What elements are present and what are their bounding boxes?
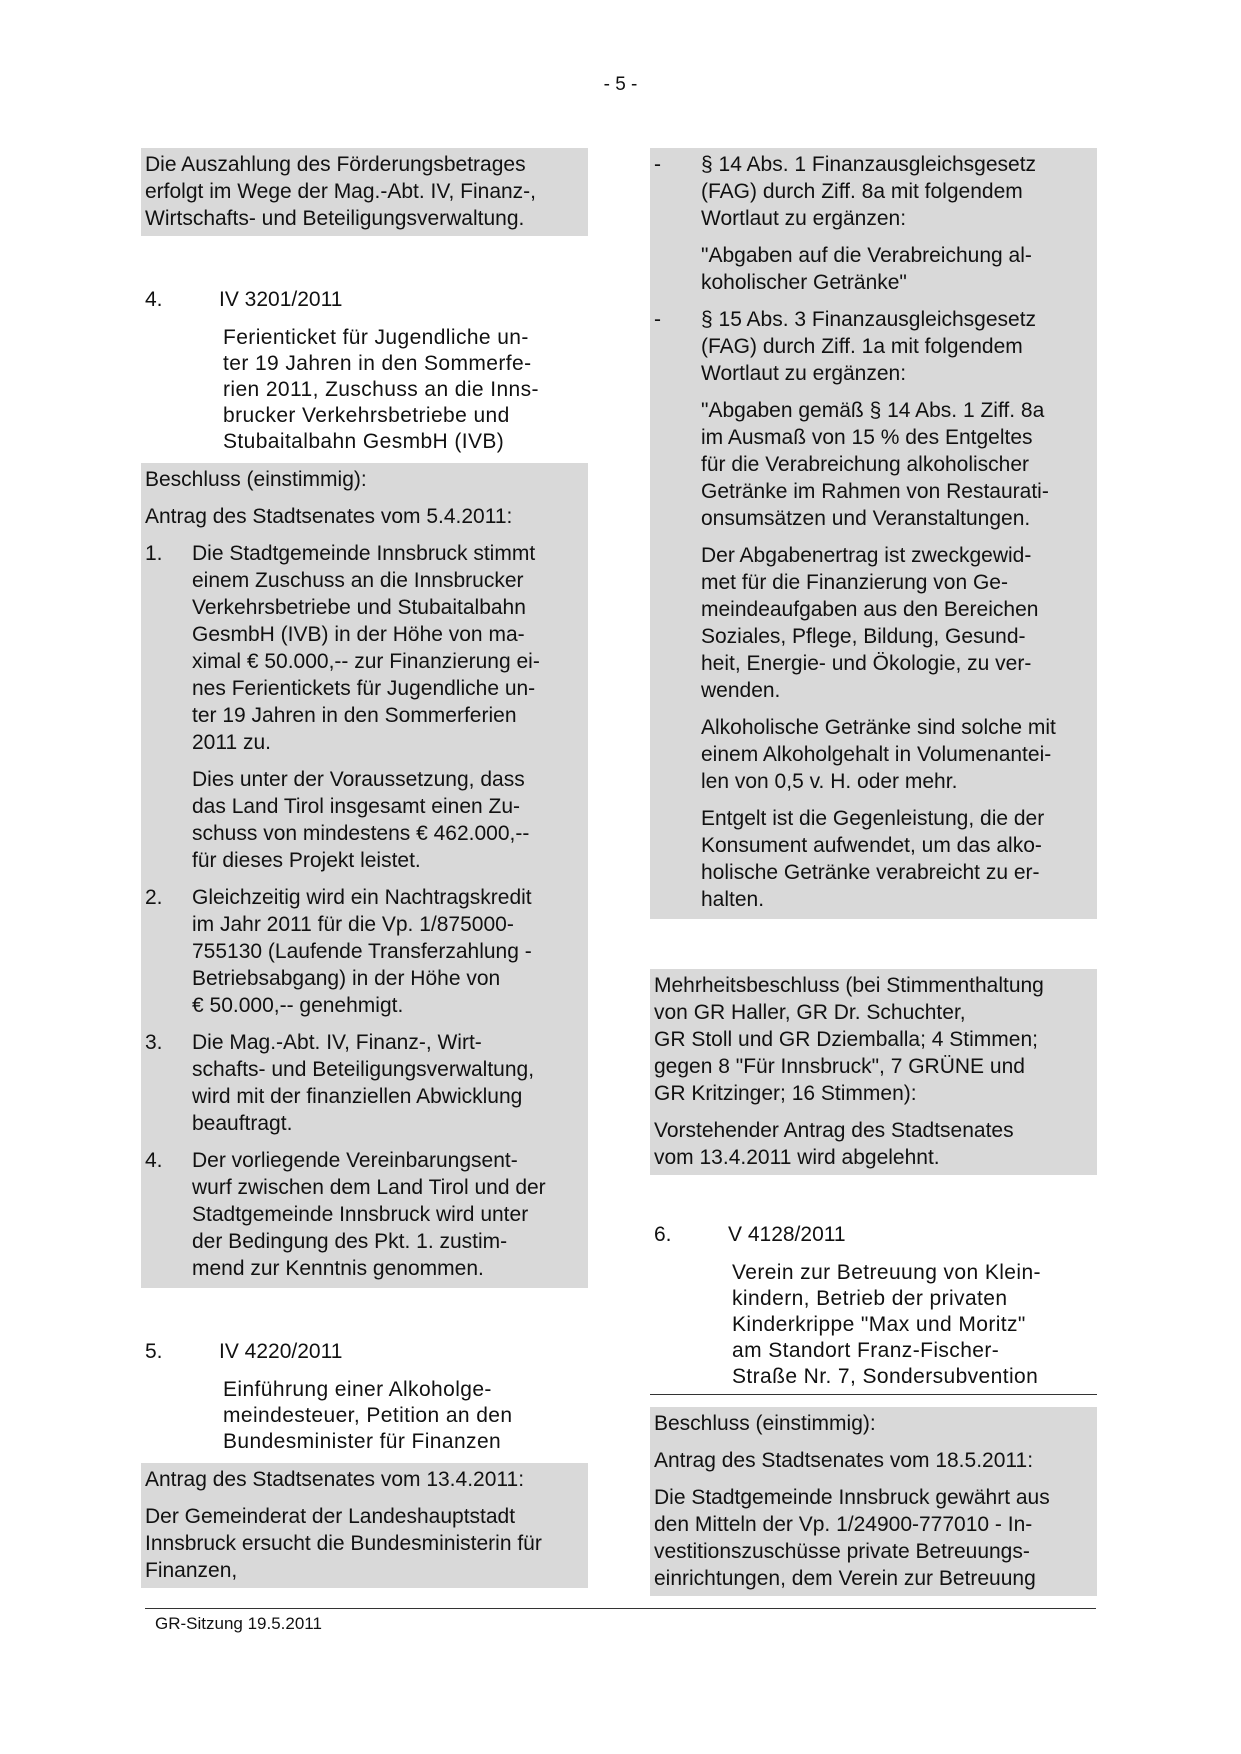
- intro-paragraph: Die Auszahlung des Förderungsbetrages erfolgt im Wege der Mag.-Abt. IV, Finanz-, Wirtschafts- und Beteiligungsverwaltung.: [141, 148, 588, 236]
- item-6-text: Die Stadtgemeinde Innsbruck gewährt aus den Mitteln der Vp. 1/24900-777010 - In- vestitionszuschüsse private Betreuungs- einrichtungen, dem Verein zur Betreuung: [654, 1486, 1050, 1590]
- purpose-paragraph: Der Abgabenertrag ist zweckgewid- met für die Finanzierung von Ge- meindeaufgaben aus den Bereichen Soziales, Pflege, Bildung, Gesund- heit, Energie- und Ökologie, zu ver- wenden.: [701, 544, 1039, 702]
- item-6-title-rule: [650, 1260, 1097, 1395]
- beschluss-label: Beschluss (einstimmig):: [654, 1412, 876, 1435]
- agenda-item-4-header: [141, 286, 588, 313]
- page-number: - 5 -: [603, 74, 638, 95]
- beschluss-label: Beschluss (einstimmig):: [145, 468, 367, 491]
- item-5-text: Der Gemeinderat der Landeshauptstadt Innsbruck ersucht die Bundesministerin für Finanzen,: [145, 1505, 542, 1582]
- majority-resolution-block: [650, 969, 1097, 1175]
- point-3: 3. Die Mag.-Abt. IV, Finanz-, Wirt- schafts- und Beteiligungsverwaltung, wird mit der finanziellen Abwicklung beauftragt.: [145, 1031, 535, 1135]
- point-4: 4. Der vorliegende Vereinbarungsent- wurf zwischen dem Land Tirol und der Stadtgemeinde Innsbruck wird unter der Bedingung des Pkt. 1. zustim- mend zur Kenntnis genommen.: [145, 1149, 546, 1280]
- item-5-resolution-block: [141, 1463, 588, 1588]
- item-4-resolution-block: [141, 463, 588, 1288]
- item-number: 5.: [145, 1340, 163, 1363]
- petition-block: [650, 148, 1097, 919]
- dash-item-1: - § 14 Abs. 1 Finanzausgleichsgesetz (FAG) durch Ziff. 8a mit folgendem Wortlaut zu ergänzen:: [654, 153, 1037, 230]
- agenda-item-5-header: [141, 1338, 588, 1365]
- majority-text: Mehrheitsbeschluss (bei Stimmenthaltung von GR Haller, GR Dr. Schuchter, GR Stoll und GR Dziemballa; 4 Stimmen; gegen 8 "Für Innsbruck", 7 GRÜNE und GR Kritzinger; 16 Stimmen):: [654, 974, 1044, 1105]
- item-code: V 4128/2011: [728, 1223, 846, 1246]
- quote-1: "Abgaben auf die Verabreichung al- koholischer Getränke": [701, 244, 1032, 294]
- antrag-label: Antrag des Stadtsenates vom 13.4.2011:: [145, 1468, 525, 1491]
- agenda-item-6-header: [650, 1221, 1097, 1248]
- point-1: 1. Die Stadtgemeinde Innsbruck stimmt einem Zuschuss an die Innsbrucker Verkehrsbetriebe und Stubaitalbahn GesmbH (IVB) in der Höhe von ma- ximal € 50.000,-- zur Finanzierung ei- nes Ferientickets für Jugendliche un- ter 19 Jahren in den Sommerferien 2011 zu.: [145, 542, 540, 754]
- item-code: IV 4220/2011: [219, 1340, 343, 1363]
- dash-item-2: - § 15 Abs. 3 Finanzausgleichsgesetz (FAG) durch Ziff. 1a mit folgendem Wortlaut zu ergänzen:: [654, 308, 1037, 385]
- footer-rule: [145, 1608, 1096, 1609]
- agenda-item-5-title: Einführung einer Alkoholge- meindesteuer, Petition an den Bundesminister für Finanzen: [223, 1378, 513, 1453]
- left-column: [145, 148, 588, 1588]
- antrag-label: Antrag des Stadtsenates vom 18.5.2011:: [654, 1449, 1034, 1472]
- point-2: 2. Gleichzeitig wird ein Nachtragskredit im Jahr 2011 für die Vp. 1/875000- 755130 (Laufende Transferzahlung - Betriebsabgang) in der Höhe von € 50.000,-- genehmigt.: [145, 886, 532, 1017]
- item-6-resolution-block: [650, 1407, 1097, 1596]
- agenda-item-6-title: Verein zur Betreuung von Klein- kindern, Betrieb der privaten Kinderkrippe "Max und Moritz" am Standort Franz-Fischer- Straße Nr. 7, Sondersubvention: [732, 1261, 1041, 1388]
- item-number: 4.: [145, 288, 163, 311]
- quote-2: "Abgaben gemäß § 14 Abs. 1 Ziff. 8a im Ausmaß von 15 % des Entgeltes für die Verabreichung alkoholischer Getränke im Rahmen von Restaurati- onsumsätzen und Veranstaltungen.: [701, 399, 1049, 530]
- right-column: [654, 148, 1097, 1596]
- item-number: 6.: [654, 1223, 672, 1246]
- agenda-item-4-title: Ferienticket für Jugendliche un- ter 19 Jahren in den Sommerfe- rien 2011, Zuschuss an die Inns- brucker Verkehrsbetriebe und Stubaitalbahn GesmbH (IVB): [223, 326, 539, 453]
- item-code: IV 3201/2011: [219, 288, 343, 311]
- footer-text: GR-Sitzung 19.5.2011: [155, 1614, 322, 1633]
- antrag-label: Antrag des Stadtsenates vom 5.4.2011:: [145, 505, 513, 528]
- rejection-text: Vorstehender Antrag des Stadtsenates vom 13.4.2011 wird abgelehnt.: [654, 1119, 1014, 1169]
- entgelt-paragraph: Entgelt ist die Gegenleistung, die der Konsument aufwendet, um das alko- holische Getränke verabreicht zu er- halten.: [701, 807, 1045, 911]
- definition-paragraph: Alkoholische Getränke sind solche mit einem Alkoholgehalt in Volumenantei- len von 0,5 v. H. oder mehr.: [701, 716, 1056, 793]
- point-1-condition: Dies unter der Voraussetzung, dass das Land Tirol insgesamt einen Zu- schuss von mindestens € 462.000,-- für dieses Projekt leistet.: [192, 768, 530, 872]
